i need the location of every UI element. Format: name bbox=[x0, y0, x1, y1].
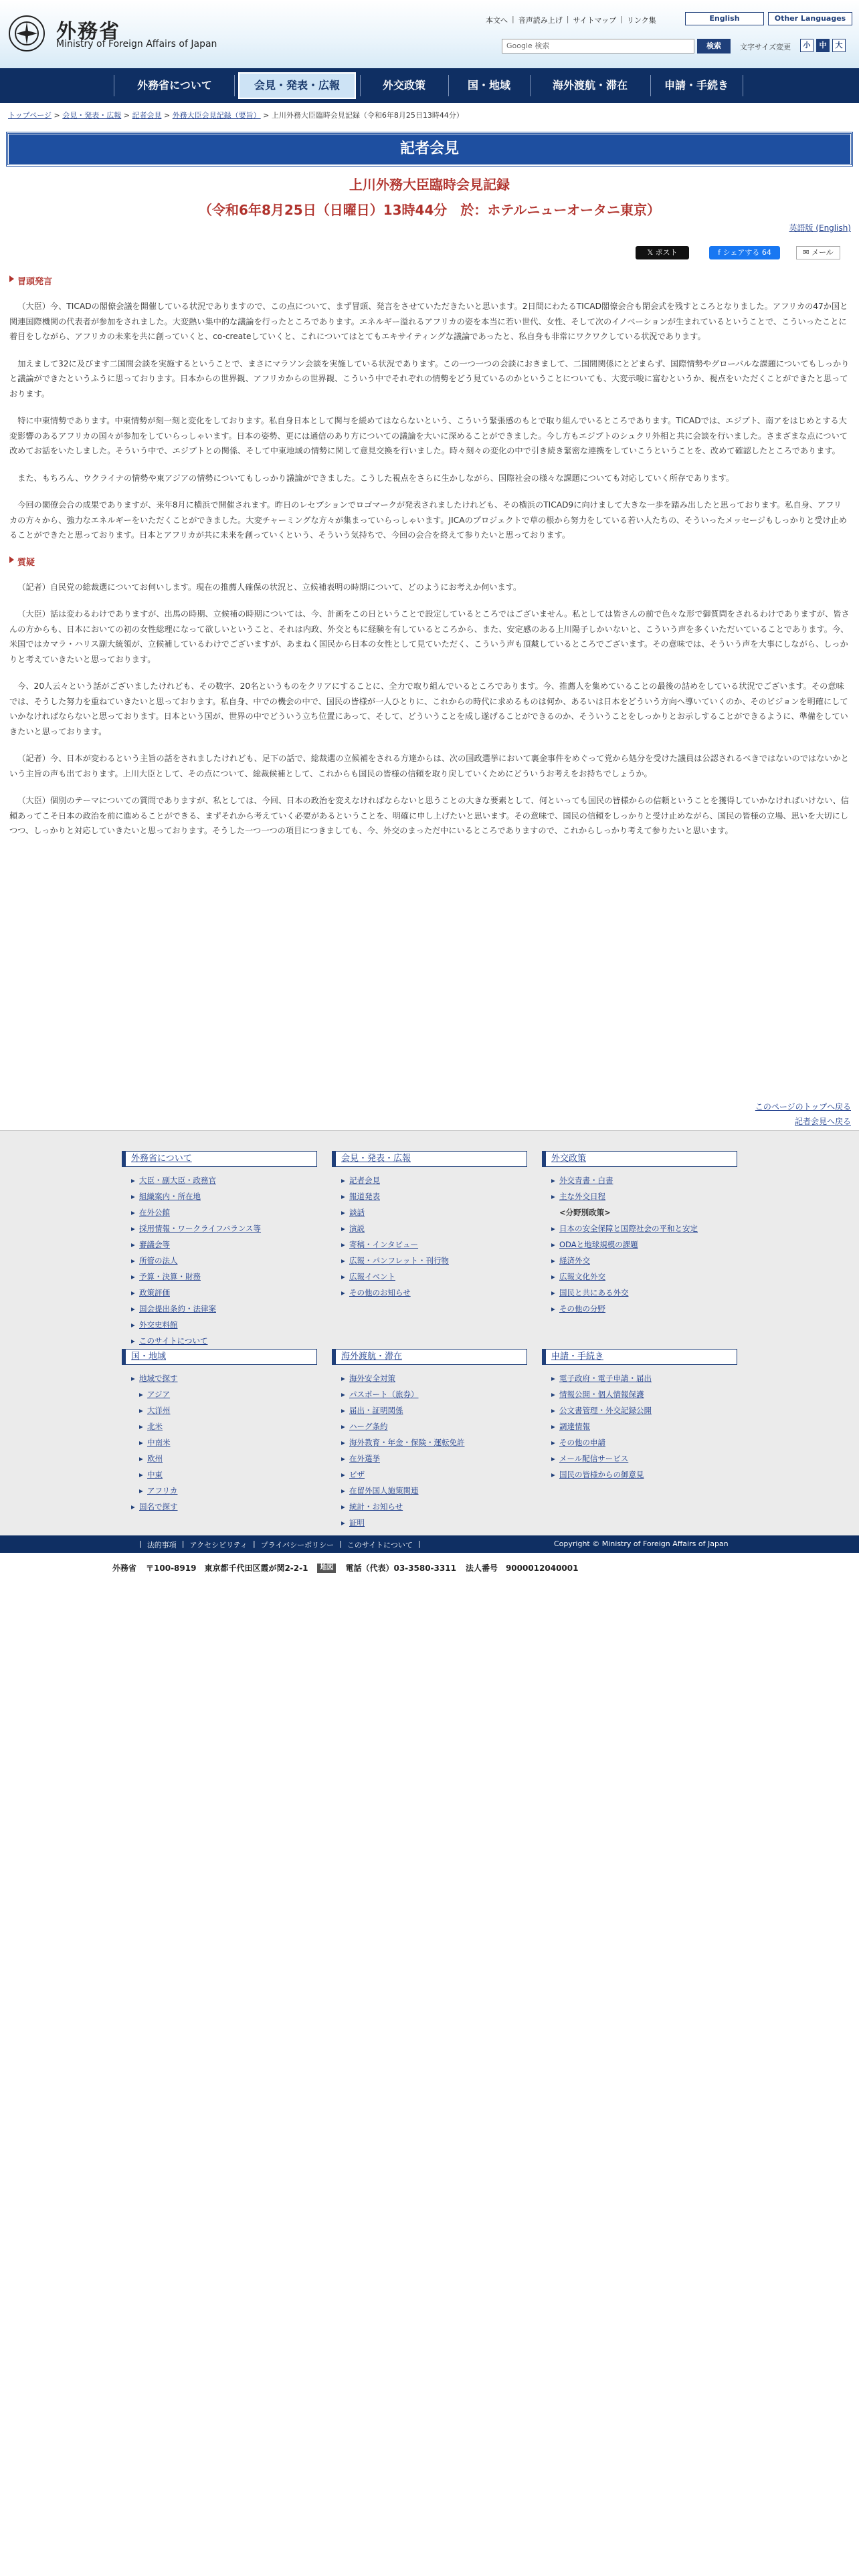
mofa-emblem-icon[interactable] bbox=[8, 15, 45, 52]
nav-item-procedures[interactable]: 申請・手続き bbox=[664, 79, 729, 92]
back-to-conference-link[interactable]: 記者会見へ戻る bbox=[794, 1117, 851, 1126]
footer-link[interactable]: ▸ ODAと地球規模の課題 bbox=[559, 1237, 737, 1253]
util-link-links[interactable]: リンク集 bbox=[626, 16, 656, 25]
site-logo-en[interactable]: Ministry of Foreign Affairs of Japan bbox=[56, 39, 217, 49]
util-link-skip[interactable]: 本文へ bbox=[486, 16, 508, 25]
footer-link[interactable]: ▸ 届出・証明関係 bbox=[349, 1402, 527, 1418]
footer-address bbox=[112, 1562, 578, 1574]
footer-col-heading[interactable]: 海外渡航・滞在 bbox=[332, 1349, 527, 1365]
page-section-title: 記者会見 bbox=[7, 132, 852, 166]
footer-link[interactable]: ▸ 採用情報・ワークライフバランス等 bbox=[139, 1220, 317, 1237]
breadcrumb-sep: > bbox=[123, 111, 130, 120]
mail-button[interactable]: ✉ メール bbox=[796, 246, 840, 259]
footer-link[interactable]: ▸ 欧州 bbox=[147, 1451, 317, 1467]
footer-link[interactable]: ▸ 演説 bbox=[349, 1220, 527, 1237]
font-size-medium-button[interactable]: 中 bbox=[816, 39, 830, 52]
search-input[interactable] bbox=[502, 39, 694, 53]
footer-link[interactable]: ▸ 海外教育・年金・保険・運転免許 bbox=[349, 1434, 527, 1451]
footer-col-heading[interactable]: 外務省について bbox=[122, 1151, 317, 1167]
paragraph: また、もちろん、ウクライナの情勢や東アジアの情勢についてもしっかり議論ができました。こうした視点をさらに生かしながら、国際社会の様々な課題についても対応していく所存であります。 bbox=[17, 473, 735, 483]
english-version-link[interactable]: 英語版 (English) bbox=[789, 223, 851, 233]
breadcrumb-current: 上川外務大臣臨時会見記録（令和6年8月25日13時44分） bbox=[271, 111, 464, 120]
footer-bar bbox=[0, 1535, 859, 1553]
footer-col-heading[interactable]: 外交政策 bbox=[542, 1151, 737, 1167]
address-corp-number: 法人番号 9000012040001 bbox=[465, 1564, 579, 1573]
footer-link[interactable]: ▸ メール配信サービス bbox=[559, 1451, 737, 1467]
article-body bbox=[9, 274, 850, 851]
footer-link-accessibility[interactable]: アクセシビリティ bbox=[189, 1541, 248, 1549]
footer-col-press bbox=[332, 1151, 527, 1301]
footer-link[interactable]: ▸ 在留外国人施策関連 bbox=[349, 1483, 527, 1499]
section-heading-qa: 質疑 bbox=[9, 555, 850, 568]
font-size-small-button[interactable]: 小 bbox=[800, 39, 814, 52]
font-size-large-button[interactable]: 大 bbox=[832, 39, 846, 52]
address-org: 外務省 bbox=[112, 1564, 137, 1573]
footer-nav bbox=[0, 1130, 859, 1535]
footer-link[interactable]: ▸ ハーグ条約 bbox=[349, 1418, 527, 1434]
footer-link[interactable]: ▸ その他の申請 bbox=[559, 1434, 737, 1451]
footer-col-about bbox=[122, 1151, 317, 1349]
font-size-label: 文字サイズ変更 bbox=[740, 43, 791, 51]
footer-link[interactable]: ▸ 外交青書・白書 bbox=[559, 1172, 737, 1188]
footer-link[interactable]: ▸ 国民の皆様からの御意見 bbox=[559, 1467, 737, 1483]
utility-links: 本文へ | 音声読み上げ | サイトマップ | リンク集 bbox=[486, 15, 656, 25]
util-link-sitemap[interactable]: サイトマップ bbox=[573, 16, 617, 25]
footer-link-legal[interactable]: 法的事項 bbox=[147, 1541, 177, 1549]
footer-link[interactable]: ▸ パスポート（旅券） bbox=[349, 1386, 527, 1402]
footer-link[interactable]: ▸ 地域で探す bbox=[139, 1370, 317, 1386]
breadcrumb-press[interactable]: 会見・発表・広報 bbox=[62, 111, 122, 120]
footer-link[interactable]: ▸ 談話 bbox=[349, 1204, 527, 1220]
footer-link-about-site[interactable]: このサイトについて bbox=[347, 1541, 413, 1549]
page-top-link[interactable]: このページのトップへ戻る bbox=[755, 1102, 851, 1111]
footer-link[interactable]: ▸ 広報イベント bbox=[349, 1269, 527, 1285]
footer-col-procedures bbox=[542, 1349, 737, 1483]
footer-col-heading[interactable]: 国・地域 bbox=[122, 1349, 317, 1365]
map-button[interactable]: 地図 bbox=[317, 1564, 336, 1573]
paragraph: 加えまして32に及びます二国間会談を実施するということで、まさにマラソン会談を実施している状況であります。この一つ一つの会談におきまして、二国間関係にとどまらず、国際情勢やグローバルな課題についてもしっかりと議論ができたというふうに思っております。日本からの世界観、アフリカからの世界観、こういう中でそれぞれの情勢をどう見ているのかということについても、大変示唆に富むというか、視点をいただくことができたと思っております。 bbox=[9, 358, 850, 399]
footer-link-privacy[interactable]: プライバシーポリシー bbox=[260, 1541, 335, 1549]
breadcrumb-top[interactable]: トップページ bbox=[8, 111, 52, 120]
footer-link-list bbox=[332, 1370, 527, 1531]
footer-col-region bbox=[122, 1349, 317, 1515]
footer-col-heading[interactable]: 会見・発表・広報 bbox=[332, 1151, 527, 1167]
paragraph: 今回の閣僚会合の成果でありますが、来年8月に横浜で開催されます。昨日のレセプションでロゴマークが発表されましたけれども、その横浜のTICAD9に向けまして大きな一歩を踏み出したと思っております。私自身、アフリカの方々から、強力なエネルギーをいただくことができました。大変チャーミングな方々が集まっていらっしゃいます。JICAのプロジェクトで草の根から努力をしている若い人たちの、そういったメッセージもしっかりと受け止めることができたと思っております。日本とアフリカが共に未来を創っていくという、そういう気持ちで、今回の会合を終えて参りたいと思っております。 bbox=[9, 500, 847, 540]
footer-link[interactable]: ▸ 日本の安全保障と国際社会の平和と安定 bbox=[559, 1220, 737, 1237]
footer-link[interactable]: ▸ 調達情報 bbox=[559, 1418, 737, 1434]
footer-link[interactable]: ▸ 公文書管理・外交記録公開 bbox=[559, 1402, 737, 1418]
section-heading-opening: 冒頭発言 bbox=[9, 274, 850, 287]
breadcrumb-conference[interactable]: 記者会見 bbox=[132, 111, 162, 120]
breadcrumb bbox=[8, 110, 464, 120]
footer-link[interactable]: ▸ 政策評価 bbox=[139, 1285, 317, 1301]
footer-link[interactable]: ▸ 情報公開・個人情報保護 bbox=[559, 1386, 737, 1402]
footer-link[interactable]: ▸ ビザ bbox=[349, 1467, 527, 1483]
footer-col-heading[interactable]: 申請・手続き bbox=[542, 1349, 737, 1365]
footer-link[interactable]: ▸ 審議会等 bbox=[139, 1237, 317, 1253]
footer-link[interactable]: ▸ 組織案内・所在地 bbox=[139, 1188, 317, 1204]
footer-link[interactable]: ▸ 在外選挙 bbox=[349, 1451, 527, 1467]
footer-link[interactable]: ▸ その他のお知らせ bbox=[349, 1285, 527, 1301]
footer-link[interactable]: ▸ 広報・パンフレット・刊行物 bbox=[349, 1253, 527, 1269]
footer-link-list bbox=[122, 1172, 317, 1349]
paragraph: 今、20人云々という話がございましたけれども、その数字、20名というものをクリアにすることに、全力で取り組んでいるところであります。今、推薦人を集めていることの最後の詰めをしている状況でございます。その意味では、そうした努力を重ねていきたいと思っております。私自身、中での機会の中で、国民の皆様が一人ひとりに、これからの時代に求めるものは何か、あるいは日本をどういう方向へ導いていくのか、そのビジョンを明確にしていかなければならないと思っております。日本という国が、世界の中でどういう立ち位置にあって、そして、どういうことを成し遂げることができるのか、そういうことをしっかりとお示しすることができるように、準備をしていきたいと思っております。 bbox=[9, 681, 848, 736]
footer-link[interactable]: ▸ 経済外交 bbox=[559, 1253, 737, 1269]
footer-link[interactable]: ▸ アジア bbox=[147, 1386, 317, 1402]
footer-col-travel bbox=[332, 1349, 527, 1531]
global-nav bbox=[0, 68, 859, 103]
nav-divider bbox=[650, 75, 651, 96]
footer-link[interactable]: ▸ このサイトについて bbox=[139, 1333, 317, 1349]
nav-item-travel[interactable]: 海外渡航・滞在 bbox=[552, 79, 628, 92]
nav-item-region[interactable]: 国・地域 bbox=[467, 79, 510, 92]
footer-col-policy bbox=[542, 1151, 737, 1317]
paragraph: （大臣）今、TICADの閣僚会議を開催している状況でありますので、この点について、まず冒頭、発言をさせていただきたいと思います。2日間にわたるTICAD閣僚会合も閉会式を残すところとなりました。アフリカの47か国と関連国際機関の代表者が参加をされました。大変熱い集中的な議論を行ったところであります。エネルギー溢れるアフリカの姿を本当に若い世代、女性、そして次のイノベーションが生まれているということで、こういったことに着目をしながら、アフリカの未来を共に創っていくと、co-createしていくと、これについてはとてもエキサイティングな議論であったと、私自身も非常にワクワクしている状況であります。 bbox=[9, 302, 848, 341]
search-placeholder: Google 検索 bbox=[506, 41, 550, 50]
nav-divider bbox=[234, 75, 235, 96]
facebook-share-button[interactable]: f シェアする 64 bbox=[709, 246, 780, 259]
nav-item-policy[interactable]: 外交政策 bbox=[382, 79, 425, 92]
footer-link[interactable]: ▸ 寄稿・インタビュー bbox=[349, 1237, 527, 1253]
page-subtitle: （令和6年8月25日（日曜日）13時44分 於：ホテルニューオータニ東京） bbox=[199, 202, 660, 218]
page-title: 上川外務大臣臨時会見記録 bbox=[349, 177, 510, 193]
footer-link[interactable]: ▸ 報道発表 bbox=[349, 1188, 527, 1204]
address-phone: 電話（代表）03-3580-3311 bbox=[345, 1564, 456, 1573]
footer-link[interactable]: ▸ 主な外交日程 bbox=[559, 1188, 737, 1204]
paragraph: （大臣）個別のテーマについての質問でありますが、私としては、今回、日本の政治を変えなければならないと思うことの大きな要素として、何といっても国民の皆様からの信頼ということを獲得していかなければいけない、信頼あってこそ日本の政治を前に進めることができる、まずそれから考えていく必要があるということを、明確に申し上げたいと思います。その意味で、国民の信頼をしっかりと受け止めながら、国民の皆様の立場、思いを大切にしつつ、しっかりと対応していきたいと思っております。そうした一つ一つの項目につきましても、今、外交のまっただ中にいるところでありますので、これからしっかり考えて参りたいと思います。 bbox=[9, 796, 849, 835]
footer-link[interactable]: ▸ 広報文化外交 bbox=[559, 1269, 737, 1285]
copyright: Copyright © Ministry of Foreign Affairs of Japan bbox=[554, 1539, 729, 1548]
site-header bbox=[0, 0, 859, 68]
x-post-button[interactable]: 𝕏 ポスト bbox=[636, 246, 689, 259]
footer-link[interactable]: ▸ アフリカ bbox=[147, 1483, 317, 1499]
breadcrumb-sep: > bbox=[263, 111, 270, 120]
footer-link[interactable]: ▸ その他の分野 bbox=[559, 1301, 737, 1317]
paragraph: （記者）今、日本が変わるという主旨の話をされましたけれども、足下の話で、総裁選の立候補をされる方達からは、次の国政選挙において裏金事件をめぐって党から処分を受けた議員は公認されるべきではないのではないかという主旨の声も出ております。上川大臣として、その点について、総裁候補として、これからも国民の皆様の信頼を取り戻していくためにどういうお考えをお持ちでしょうか。 bbox=[9, 754, 849, 778]
footer-link[interactable]: ▸ 所管の法人 bbox=[139, 1253, 317, 1269]
footer-link[interactable]: ▸ 統計・お知らせ bbox=[349, 1499, 527, 1515]
footer-link[interactable]: ▸ 国民と共にある外交 bbox=[559, 1285, 737, 1301]
footer-link[interactable]: ▸ 外交史料館 bbox=[139, 1317, 317, 1333]
footer-legal-links: | 法的事項 | アクセシビリティ | プライバシーポリシー | このサイトについて | bbox=[139, 1539, 421, 1549]
util-link-audio[interactable]: 音声読み上げ bbox=[518, 16, 563, 25]
footer-link[interactable]: ▸ 在外公館 bbox=[139, 1204, 317, 1220]
footer-link[interactable]: ▸ 中南米 bbox=[147, 1434, 317, 1451]
footer-link[interactable]: ▸ 電子政府・電子申請・届出 bbox=[559, 1370, 737, 1386]
footer-link[interactable]: ▸ 中東 bbox=[147, 1467, 317, 1483]
nav-item-press[interactable]: 会見・発表・広報 bbox=[238, 72, 356, 99]
footer-link[interactable]: ▸ 国名で探す bbox=[139, 1499, 317, 1515]
footer-link-list bbox=[332, 1172, 527, 1301]
paragraph: （記者）自民党の総裁選についてお伺いします。現在の推薦人確保の状況と、立候補表明の時期について、どのようにお考えか伺います。 bbox=[17, 582, 522, 592]
nav-divider bbox=[448, 75, 449, 96]
footer-link-list bbox=[542, 1370, 737, 1483]
footer-link[interactable]: ▸ 国会提出条約・法律案 bbox=[139, 1301, 317, 1317]
footer-link[interactable]: ▸ 証明 bbox=[349, 1515, 527, 1531]
footer-link[interactable]: ▸ 記者会見 bbox=[349, 1172, 527, 1188]
nav-divider bbox=[530, 75, 531, 96]
nav-item-about[interactable]: 外務省について bbox=[137, 79, 212, 92]
other-languages-button[interactable]: Other Languages bbox=[768, 12, 852, 25]
paragraph: 特に中東情勢であります。中東情勢が刻一刻と変化をしております。私自身日本として関与を緩めてはならないという、こういう緊張感のもとで取り組んでいるところであります。TICADでは、エジプト、南アをはじめとする大変影響のあるアフリカの国々が参加をしていらっしゃいます。日本の姿勢、更には通信のあり方についての議論を大いに深めることができました。今し方もエジプトのシュクリ外相と共に会談を行いました。さまざまな点について改めてお話をいたしました。そういう中で、エジプトとの関係、そして中東地域の情勢に関して意見交換を行いました。時々刻々の変化の中で引き続き緊密な連携をしていこうということを、改めて確認したところであります。 bbox=[9, 416, 848, 455]
footer-subheading: <分野別政策> bbox=[559, 1208, 611, 1217]
footer-link[interactable]: ▸ 大臣・副大臣・政務官 bbox=[139, 1172, 317, 1188]
address-text: 〒100-8919 東京都千代田区霞が関2-2-1 bbox=[146, 1564, 308, 1573]
english-button[interactable]: English bbox=[685, 12, 764, 25]
footer-link-list bbox=[122, 1370, 317, 1515]
breadcrumb-minister[interactable]: 外務大臣会見記録（要旨） bbox=[172, 111, 261, 120]
breadcrumb-sep: > bbox=[54, 111, 60, 120]
footer-link[interactable]: ▸ 海外安全対策 bbox=[349, 1370, 527, 1386]
paragraph: （大臣）話は変わるわけでありますが、出馬の時期、立候補の時期については、今、計画をこの日ということで設定しているところではございません。私としては皆さんの前で色々な形で御質問をされるわけでありますが、皆さんの方からも、日本においての初の女性総理になって欲しいということ、それは内政、外交ともに経験を有しているところから、また、安定感のある上川陽子しかいないと、こういう声を多くいただいていることであります。今、米国ではカマラ・ハリス副大統領が、立候補しているわけでございますが、あまねく国民から日本の女性として見ていただく、こういう声も頂戴しているところでございます。その意味では、そういう声を大事にしながら、しっかりと考えていきたいと思っております。 bbox=[9, 609, 850, 664]
footer-link[interactable]: ▸ 大洋州 bbox=[147, 1402, 317, 1418]
search-button[interactable]: 検索 bbox=[697, 39, 731, 53]
footer-link-list bbox=[542, 1172, 737, 1317]
footer-link[interactable]: ▸ 予算・決算・財務 bbox=[139, 1269, 317, 1285]
footer-link[interactable]: ▸ 北米 bbox=[147, 1418, 317, 1434]
nav-divider bbox=[360, 75, 361, 96]
breadcrumb-sep: > bbox=[163, 111, 171, 120]
site-logo-jp[interactable]: 外務省 bbox=[56, 20, 120, 43]
